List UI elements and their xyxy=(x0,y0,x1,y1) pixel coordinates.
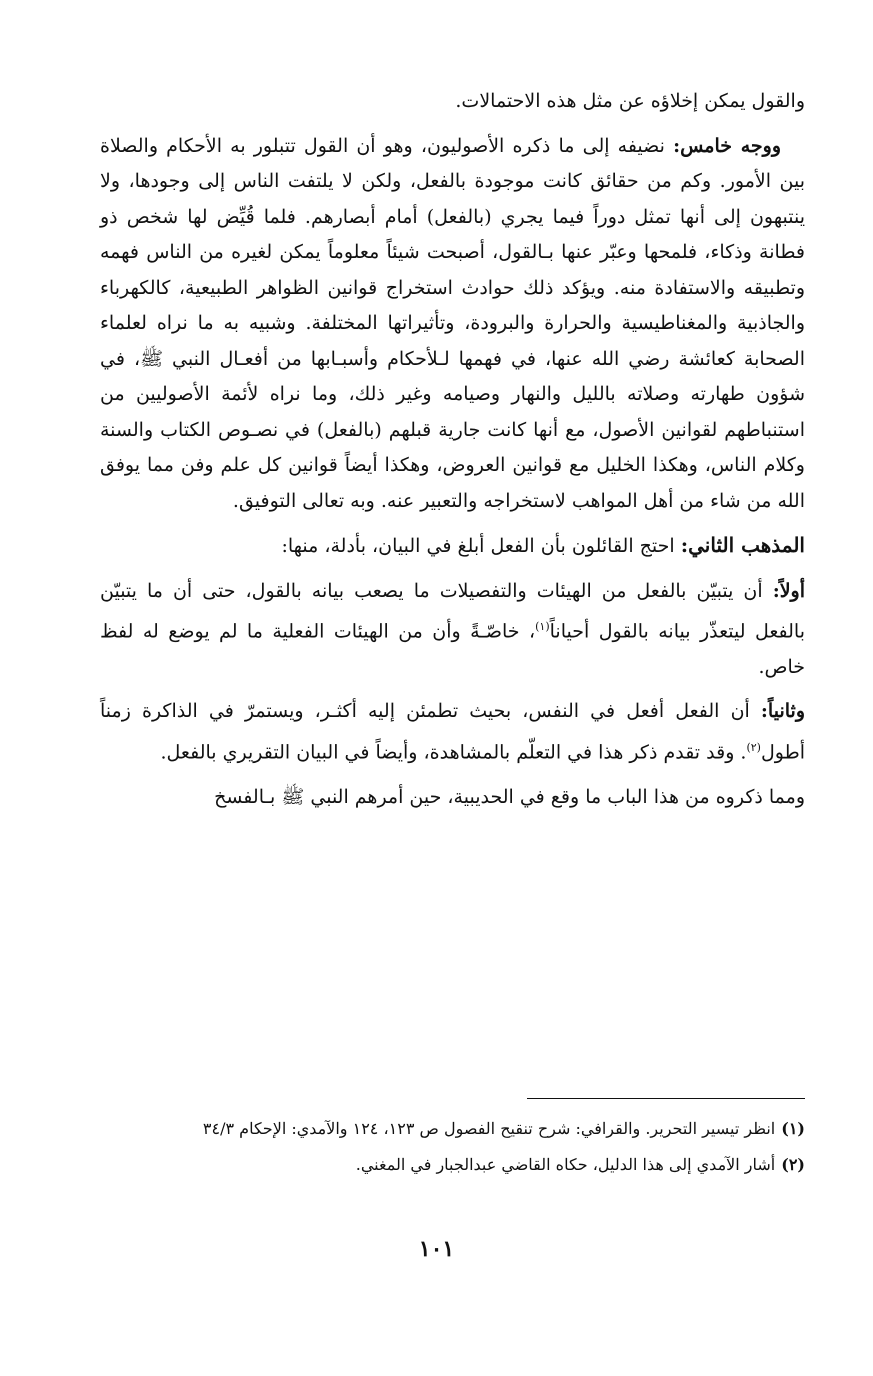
footnotes xyxy=(100,1114,805,1186)
paragraph-text: أن الفعل أفعل في النفس، بحيث تطمئن إليه أكثـر، ويستمرّ في الذاكرة زمناً أطول xyxy=(100,700,805,764)
paragraph-hudaybiya xyxy=(100,780,805,816)
footnote-divider xyxy=(527,1098,805,1099)
footnote-reference[interactable]: (٢) xyxy=(746,740,761,754)
paragraph-text: احتج القائلون بأن الفعل أبلغ في البيان، بأدلة، منها: xyxy=(281,535,681,557)
section-heading: المذهب الثاني: xyxy=(680,533,805,557)
footnote-text: أشار الآمدي إلى هذا الدليل، حكاه القاضي عبدالجبار في المغني. xyxy=(355,1155,776,1174)
paragraph-lead: ووجه خامس: xyxy=(673,134,781,157)
footnote-number: (١) xyxy=(781,1119,805,1138)
paragraph-text: ، خاصّـةً وأن من الهيئات الفعلية ما لم يوضع له لفظ خاص. xyxy=(100,620,805,678)
paragraph-text: ومما ذكروه من هذا الباب ما وقع في الحديبية، حين أمرهم النبي ﷺ بـالفسخ xyxy=(214,785,805,808)
paragraph-fifth-aspect xyxy=(100,129,805,520)
paragraph-text: والقول يمكن إخلاؤه عن مثل هذه الاحتمالات. xyxy=(455,90,805,112)
footnote-text: انظر تيسير التحرير. والقرافي: شرح تنقيح الفصول ص ١٢٣، ١٢٤ والآمدي: الإحكام ٣٤/٣ xyxy=(202,1119,776,1138)
paragraph-lead: أولاً: xyxy=(772,579,805,602)
footnote-item xyxy=(100,1150,805,1180)
paragraph-text: أن يتبيّن بالفعل من الهيئات والتفصيلات ما يصعب بيانه بالقول، حتى أن ما يتبيّن بالفعل ليتعذّر بيانه بالقول أحياناً xyxy=(100,579,805,643)
paragraph-lead: وثانياً: xyxy=(760,700,805,723)
footnote-number: (٢) xyxy=(781,1155,805,1174)
paragraph-text: . وقد تقدم ذكر هذا في التعلّم بالمشاهدة، وأيضاً في البيان التقريري بالفعل. xyxy=(160,741,747,764)
paragraph-intro xyxy=(100,84,805,120)
footnote-reference[interactable]: (١) xyxy=(535,620,550,633)
paragraph-second-school xyxy=(100,528,805,565)
paragraph-text: نضيفه إلى ما ذكره الأصوليون، وهو أن القول تتبلور به الأحكام والصلاة بين الأمور. وكم من حقائق كانت موجودة بالفعل، ولكن لا يلتفت الناس إلى وجودها، ولا ينتبهون إلى أنها تمثل دوراً فيما يجري (بالفعل) أمام أبصارهم. فلما قُيِّض لها شخص ذو فطانة وذكاء، فلمحها وعبّر عنها بـالقول، أصبحت شيئاً معلوماً يمكن لغيره من الناس فهمه وتطبيقه والاستفادة منه. ويؤكد ذلك حوادث استخراج قوانين الظواهر الطبيعية، كالكهرباء والجاذبية والمغناطيسية والحرارة والبرودة، وتأثيراتها المختلفة. وشبيه به ما نراه لعلماء الصحابة كعائشة رضي الله عنها، في فهمها لـلأحكام وأسبـابها من أفعـال النبي ﷺ، في شؤون طهارته وصلاته بالليل والنهار وصيامه وغير ذلك، وما نراه لأئمة الأصوليين من استنباطهم لقوانين الأصول، مع أنها كانت جارية قبلهم (بالفعل) في نصـوص الكتاب والسنة وكلام الناس، وهكذا الخليل مع قوانين العروض، وهكذا أيضاً قوانين كل علم وفن مما يوفق الله من شاء من أهل المواهب لاستخراجه والتعبير عنه. وبه تعالى التوفيق. xyxy=(100,134,805,512)
footnote-item xyxy=(100,1114,805,1144)
page-body xyxy=(100,84,805,815)
page-number: ١٠١ xyxy=(418,1236,455,1262)
paragraph-first-argument xyxy=(100,574,805,686)
paragraph-second-argument xyxy=(100,694,805,770)
